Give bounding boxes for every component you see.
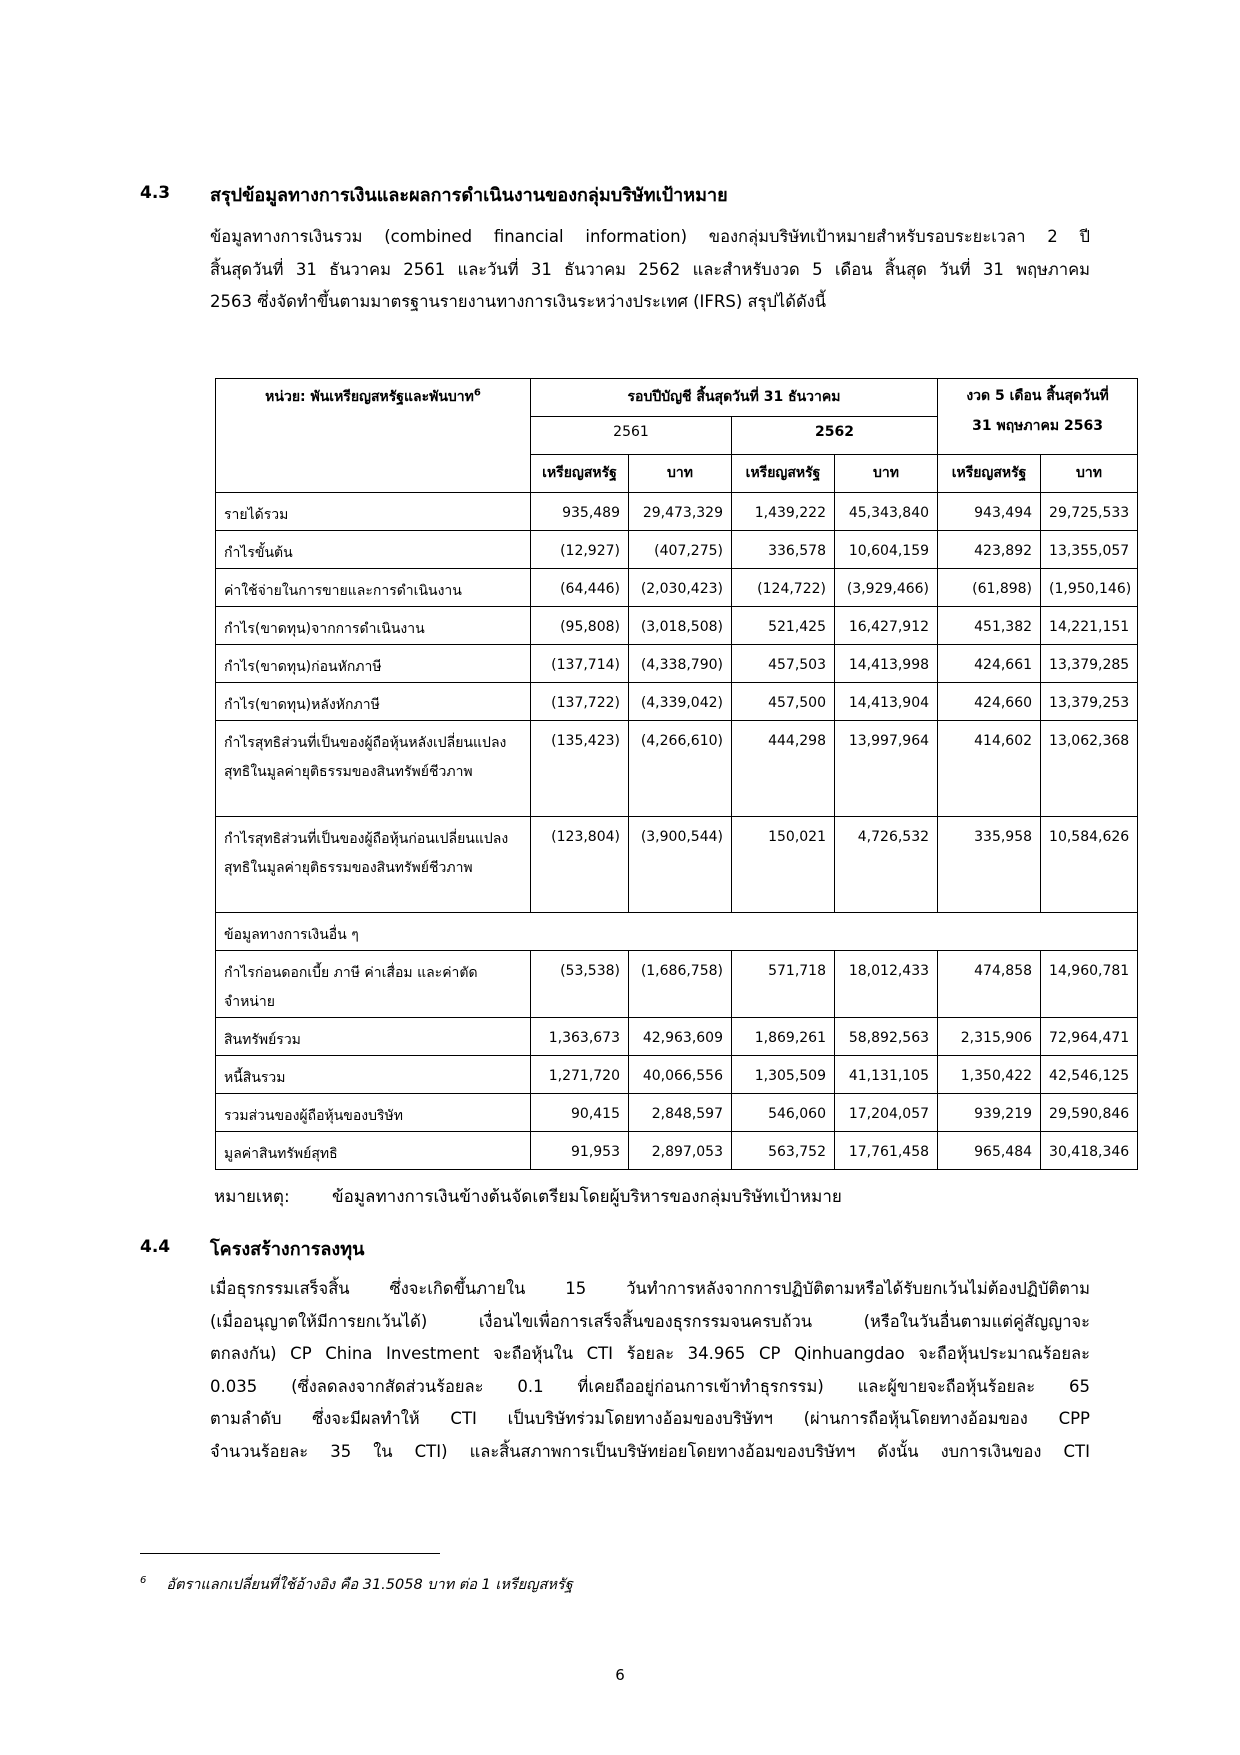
row-label: สินทรัพย์รวม [216, 1018, 531, 1056]
cell-value: 939,219 [938, 1094, 1041, 1132]
table-row [216, 1132, 1138, 1170]
cell-value: 457,500 [732, 683, 835, 721]
cell-value: (3,900,544) [629, 817, 732, 913]
cell-value: 4,726,532 [835, 817, 938, 913]
paragraph-line: (เมื่ออนุญาตให้มีการยกเว้นได้) เงื่อนไขเพื่อการเสร็จสิ้นของธุรกรรมจนครบถ้วน (หรือในวันอื่นตามแต่คู่สัญญาจะ [210, 1311, 1090, 1331]
cell-value: (61,898) [938, 569, 1041, 607]
table-row [216, 1056, 1138, 1094]
cell-value: 17,761,458 [835, 1132, 938, 1170]
cell-value: (64,446) [531, 569, 629, 607]
year-2562-header: 2562 [732, 417, 938, 455]
cell-value: 965,484 [938, 1132, 1041, 1170]
cell-value: 336,578 [732, 531, 835, 569]
cell-value: 42,546,125 [1041, 1056, 1138, 1094]
cell-value: 13,379,285 [1041, 645, 1138, 683]
table-row [216, 1018, 1138, 1056]
cell-value: 1,869,261 [732, 1018, 835, 1056]
cell-value: 10,584,626 [1041, 817, 1138, 913]
cell-value: 13,355,057 [1041, 531, 1138, 569]
cell-value: 2,848,597 [629, 1094, 732, 1132]
cell-value: 451,382 [938, 607, 1041, 645]
cell-value: (95,808) [531, 607, 629, 645]
footnote [140, 1573, 573, 1596]
col-thb-2563: บาท [1041, 455, 1138, 493]
cell-value: 150,021 [732, 817, 835, 913]
note-text: ข้อมูลทางการเงินข้างต้นจัดเตรียมโดยผู้บริหารของกลุ่มบริษัทเป้าหมาย [332, 1187, 842, 1207]
page-number: 6 [615, 1666, 625, 1684]
cell-value: (137,714) [531, 645, 629, 683]
paragraph-line: ตามลำดับ ซึ่งจะมีผลทำให้ CTI เป็นบริษัทร่วมโดยทางอ้อมของบริษัทฯ (ผ่านการถือหุ้นโดยทางอ้อมของ CPP [210, 1409, 1090, 1428]
cell-value: 424,661 [938, 645, 1041, 683]
cell-value: 29,590,846 [1041, 1094, 1138, 1132]
other-info-label: ข้อมูลทางการเงินอื่น ๆ [216, 913, 1138, 951]
table-row [216, 951, 1138, 1018]
cell-value: 13,379,253 [1041, 683, 1138, 721]
cell-value: 335,958 [938, 817, 1041, 913]
paragraph-line: จำนวนร้อยละ 35 ใน CTI) และสิ้นสภาพการเป็นบริษัทย่อยโดยทางอ้อมของบริษัทฯ ดังนั้น งบการเงินของ CTI [210, 1441, 1090, 1461]
cell-value: 29,473,329 [629, 493, 732, 531]
cell-value: 474,858 [938, 951, 1041, 1018]
table-row [216, 683, 1138, 721]
row-label: มูลค่าสินทรัพย์สุทธิ [216, 1132, 531, 1170]
cell-value: 1,271,720 [531, 1056, 629, 1094]
financial-summary-table [215, 378, 1138, 1170]
row-label: กำไรสุทธิส่วนที่เป็นของผู้ถือหุ้นหลังเปลี่ยนแปลงสุทธิในมูลค่ายุติธรรมของสินทรัพย์ชีวภาพ [216, 721, 531, 817]
cell-value: 14,221,151 [1041, 607, 1138, 645]
cell-value: 1,363,673 [531, 1018, 629, 1056]
cell-value: (407,275) [629, 531, 732, 569]
section-4-3-paragraph [210, 221, 1090, 319]
cell-value: (3,018,508) [629, 607, 732, 645]
unit-footnote-ref: 6 [473, 387, 481, 399]
col-usd-2563: เหรียญสหรัฐ [938, 455, 1041, 493]
cell-value: 18,012,433 [835, 951, 938, 1018]
row-label: หนี้สินรวม [216, 1056, 531, 1094]
unit-header: หน่วย: พันเหรียญสหรัฐและพันบาท$^6$ [216, 379, 531, 493]
table-row [216, 607, 1138, 645]
table-note [214, 1183, 842, 1210]
five-month-header: งวด 5 เดือน สิ้นสุดวันที่ 31 พฤษภาคม 2563 [938, 379, 1138, 455]
paragraph-line: ข้อมูลทางการเงินรวม (combined financial information) ของกลุ่มบริษัทเป้าหมายสำหรับรอบระยะเวลา 2 ปี [210, 227, 1090, 246]
table-body-other [216, 951, 1138, 1170]
cell-value: 2,315,906 [938, 1018, 1041, 1056]
cell-value: (123,804) [531, 817, 629, 913]
fiscal-year-header: รอบปีบัญชี สิ้นสุดวันที่ 31 ธันวาคม [531, 379, 938, 417]
cell-value: (1,950,146) [1041, 569, 1138, 607]
col-thb-2562: บาท [835, 455, 938, 493]
cell-value: 29,725,533 [1041, 493, 1138, 531]
cell-value: 58,892,563 [835, 1018, 938, 1056]
table-row [216, 1094, 1138, 1132]
cell-value: 457,503 [732, 645, 835, 683]
note-label: หมายเหตุ: [214, 1187, 290, 1207]
section-4-4-title: โครงสร้างการลงทุน [210, 1239, 365, 1260]
cell-value: 90,415 [531, 1094, 629, 1132]
cell-value: (124,722) [732, 569, 835, 607]
paragraph-line: เมื่อธุรกรรมเสร็จสิ้น ซึ่งจะเกิดขึ้นภายใน 15 วันทำการหลังจากการปฏิบัติตามหรือได้รับยกเว้นไม่ต้องปฏิบัติตาม [210, 1279, 1090, 1298]
row-label: กำไรขั้นต้น [216, 531, 531, 569]
cell-value: 14,413,904 [835, 683, 938, 721]
section-4-3-title: สรุปข้อมูลทางการเงินและผลการดำเนินงานของกลุ่มบริษัทเป้าหมาย [210, 185, 728, 206]
cell-value: 424,660 [938, 683, 1041, 721]
cell-value: 45,343,840 [835, 493, 938, 531]
row-label: รายได้รวม [216, 493, 531, 531]
section-4-3-number: 4.3 [140, 183, 171, 203]
col-usd-2562: เหรียญสหรัฐ [732, 455, 835, 493]
col-usd-2561: เหรียญสหรัฐ [531, 455, 629, 493]
row-label: กำไรสุทธิส่วนที่เป็นของผู้ถือหุ้นก่อนเปลี่ยนแปลงสุทธิในมูลค่ายุติธรรมของสินทรัพย์ชีวภาพ [216, 817, 531, 913]
cell-value: 14,413,998 [835, 645, 938, 683]
table-row [216, 817, 1138, 913]
footnote-number: 6 [140, 1575, 147, 1587]
table-body-main [216, 493, 1138, 913]
cell-value: (53,538) [531, 951, 629, 1018]
paragraph-line: 2563 ซึ่งจัดทำขึ้นตามมาตรฐานรายงานทางการเงินระหว่างประเทศ (IFRS) สรุปได้ดังนี้ [210, 292, 826, 311]
cell-value: 521,425 [732, 607, 835, 645]
cell-value: 935,489 [531, 493, 629, 531]
cell-value: (4,266,610) [629, 721, 732, 817]
cell-value: (4,338,790) [629, 645, 732, 683]
section-4-4-number: 4.4 [140, 1237, 171, 1257]
cell-value: 41,131,105 [835, 1056, 938, 1094]
cell-value: 1,350,422 [938, 1056, 1041, 1094]
cell-value: (2,030,423) [629, 569, 732, 607]
cell-value: 13,997,964 [835, 721, 938, 817]
paragraph-line: 0.035 (ซึ่งลดลงจากสัดส่วนร้อยละ 0.1 ที่เคยถืออยู่ก่อนการเข้าทำธุรกรรม) และผู้ขายจะถือหุ้นร้อยละ 65 [210, 1376, 1090, 1396]
cell-value: 91,953 [531, 1132, 629, 1170]
cell-value: 42,963,609 [629, 1018, 732, 1056]
cell-value: 40,066,556 [629, 1056, 732, 1094]
table-row [216, 531, 1138, 569]
row-label: ค่าใช้จ่ายในการขายและการดำเนินงาน [216, 569, 531, 607]
cell-value: 2,897,053 [629, 1132, 732, 1170]
cell-value: 14,960,781 [1041, 951, 1138, 1018]
table-row [216, 569, 1138, 607]
cell-value: 30,418,346 [1041, 1132, 1138, 1170]
row-label: กำไรก่อนดอกเบี้ย ภาษี ค่าเสื่อม และค่าตัดจำหน่าย [216, 951, 531, 1018]
cell-value: 1,305,509 [732, 1056, 835, 1094]
cell-value: (135,423) [531, 721, 629, 817]
cell-value: 444,298 [732, 721, 835, 817]
table-row [216, 645, 1138, 683]
cell-value: 16,427,912 [835, 607, 938, 645]
paragraph-line: ตกลงกัน) CP China Investment จะถือหุ้นใน CTI ร้อยละ 34.965 CP Qinhuangdao จะถือหุ้นประมาณร้อยละ [210, 1344, 1090, 1363]
row-label: กำไร(ขาดทุน)หลังหักภาษี [216, 683, 531, 721]
section-4-4-paragraph [210, 1273, 1090, 1468]
cell-value: 546,060 [732, 1094, 835, 1132]
paragraph-line: สิ้นสุดวันที่ 31 ธันวาคม 2561 และวันที่ 31 ธันวาคม 2562 และสำหรับงวด 5 เดือน สิ้นสุด วันที่ 31 พฤษภาคม [210, 259, 1090, 279]
cell-value: 1,439,222 [732, 493, 835, 531]
cell-value: 13,062,368 [1041, 721, 1138, 817]
cell-value: 571,718 [732, 951, 835, 1018]
cell-value: (4,339,042) [629, 683, 732, 721]
cell-value: 72,964,471 [1041, 1018, 1138, 1056]
cell-value: 414,602 [938, 721, 1041, 817]
table-row [216, 493, 1138, 531]
cell-value: (1,686,758) [629, 951, 732, 1018]
cell-value: 10,604,159 [835, 531, 938, 569]
footnote-text: อัตราแลกเปลี่ยนที่ใช้อ้างอิง คือ 31.5058 บาท ต่อ 1 เหรียญสหรัฐ [166, 1577, 573, 1593]
table-row [216, 721, 1138, 817]
cell-value: (137,722) [531, 683, 629, 721]
row-label: รวมส่วนของผู้ถือหุ้นของบริษัท [216, 1094, 531, 1132]
cell-value: 17,204,057 [835, 1094, 938, 1132]
cell-value: (3,929,466) [835, 569, 938, 607]
row-label: กำไร(ขาดทุน)จากการดำเนินงาน [216, 607, 531, 645]
footnote-divider [140, 1553, 440, 1554]
row-label: กำไร(ขาดทุน)ก่อนหักภาษี [216, 645, 531, 683]
cell-value: 423,892 [938, 531, 1041, 569]
cell-value: (12,927) [531, 531, 629, 569]
cell-value: 943,494 [938, 493, 1041, 531]
cell-value: 563,752 [732, 1132, 835, 1170]
col-thb-2561: บาท [629, 455, 732, 493]
year-2561-header: 2561 [531, 417, 732, 455]
